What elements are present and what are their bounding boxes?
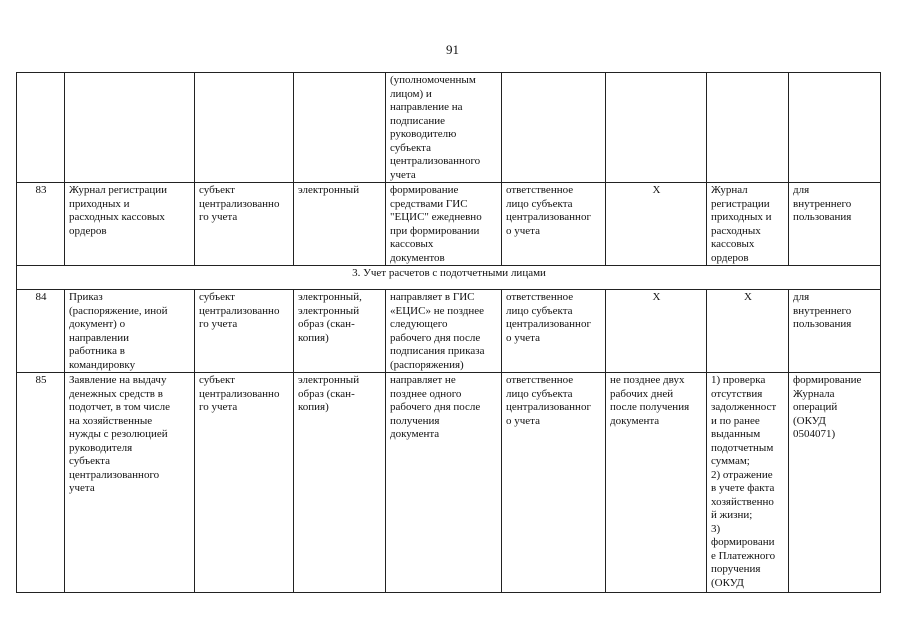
cell-responsible: ответственное лицо субъекта централизованног о учета	[502, 373, 606, 593]
cell-responsible: ответственное лицо субъекта централизованног о учета	[502, 183, 606, 266]
cell-deadline: X	[606, 183, 707, 266]
cell-num	[17, 73, 65, 183]
cell-document: Заявление на выдачу денежных средств в подотчет, в том числе на хозяйственные нужды с резолюцией руководителя субъекта централизованного учета	[65, 373, 195, 593]
cell-responsible	[502, 73, 606, 183]
cell-num: 85	[17, 373, 65, 593]
cell-format	[294, 73, 386, 183]
section-row	[17, 266, 881, 290]
cell-creator: субъект централизованно го учета	[195, 373, 294, 593]
cell-procedure: формирование средствами ГИС "ЕЦИС" ежедневно при формировании кассовых документов	[386, 183, 502, 266]
cell-num: 83	[17, 183, 65, 266]
section-heading: 3. Учет расчетов с подотчетными лицами	[17, 266, 881, 290]
document-table	[16, 72, 881, 593]
cell-actions: 1) проверка отсутствия задолженност и по ранее выданным подотчетным суммам; 2) отражение в учете факта хозяйственно й жизни; 3) формировани е Платежного поручения (ОКУД	[707, 373, 789, 593]
cell-deadline: не позднее двух рабочих дней после получения документа	[606, 373, 707, 593]
cell-format: электронный образ (скан- копия)	[294, 373, 386, 593]
cell-deadline	[606, 73, 707, 183]
cell-num: 84	[17, 290, 65, 373]
cell-document: Приказ (распоряжение, иной документ) о направлении работника в командировку	[65, 290, 195, 373]
cell-result: для внутреннего пользования	[789, 290, 881, 373]
cell-document	[65, 73, 195, 183]
cell-procedure: (уполномоченным лицом) и направление на подписание руководителю субъекта централизованного учета	[386, 73, 502, 183]
cell-result: для внутреннего пользования	[789, 183, 881, 266]
cell-format: электронный, электронный образ (скан- копия)	[294, 290, 386, 373]
table-row-84	[17, 290, 881, 373]
cell-deadline: X	[606, 290, 707, 373]
cell-procedure: направляет не позднее одного рабочего дня после получения документа	[386, 373, 502, 593]
cell-document: Журнал регистрации приходных и расходных кассовых ордеров	[65, 183, 195, 266]
cell-actions	[707, 73, 789, 183]
cell-actions: Журнал регистрации приходных и расходных кассовых ордеров	[707, 183, 789, 266]
table-row-85	[17, 373, 881, 593]
cell-creator	[195, 73, 294, 183]
cell-format: электронный	[294, 183, 386, 266]
cell-responsible: ответственное лицо субъекта централизованног о учета	[502, 290, 606, 373]
table-row-83	[17, 183, 881, 266]
cell-actions: X	[707, 290, 789, 373]
cell-result	[789, 73, 881, 183]
cell-creator: субъект централизованно го учета	[195, 183, 294, 266]
table-row-continuation	[17, 73, 881, 183]
cell-creator: субъект централизованно го учета	[195, 290, 294, 373]
page-number: 91	[446, 42, 459, 57]
cell-result: формирование Журнала операций (ОКУД 0504071)	[789, 373, 881, 593]
cell-procedure: направляет в ГИС «ЕЦИС» не позднее следующего рабочего дня после подписания приказа (распоряжения)	[386, 290, 502, 373]
